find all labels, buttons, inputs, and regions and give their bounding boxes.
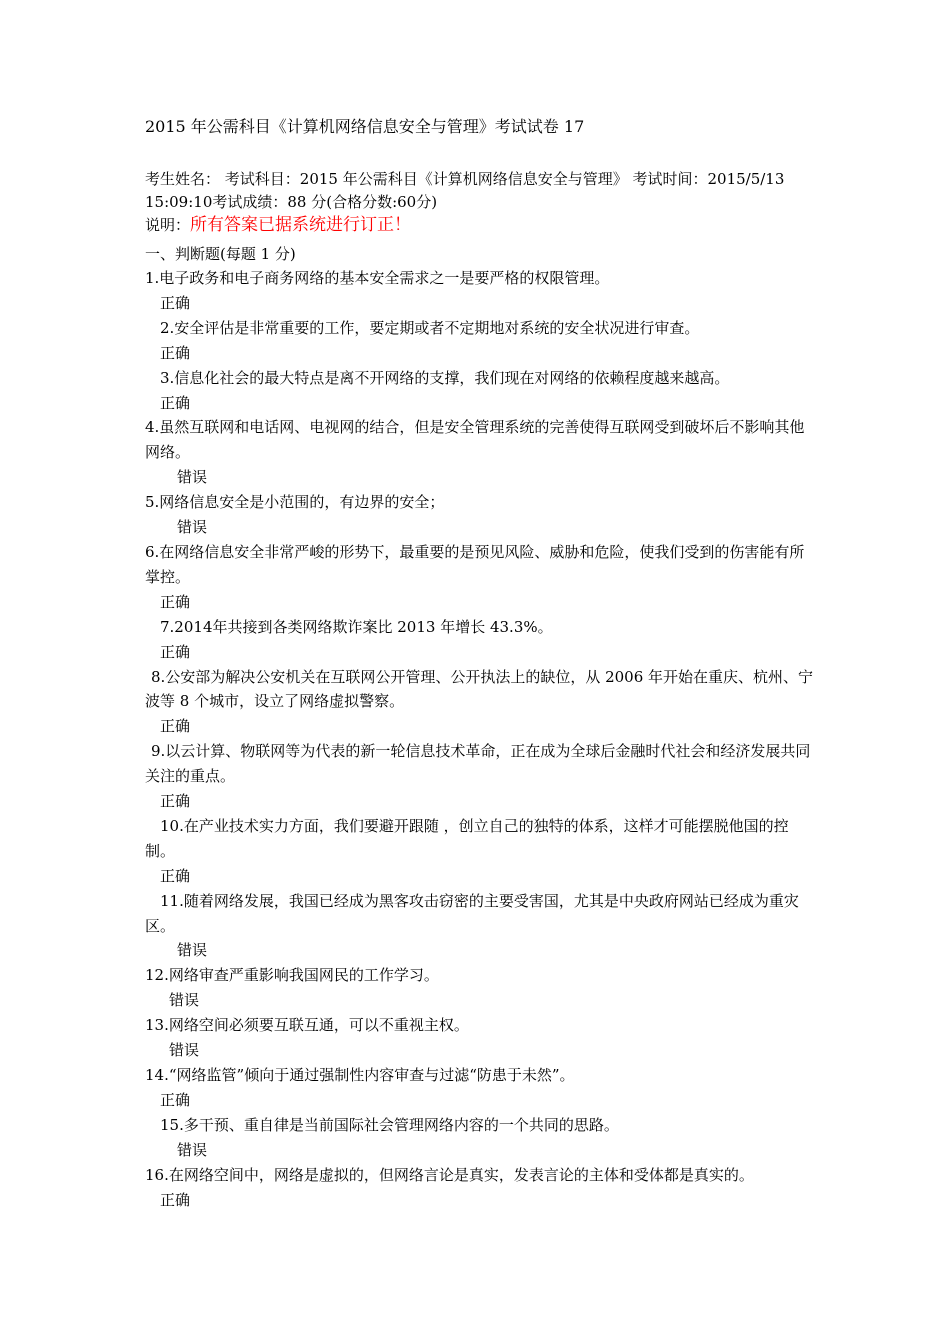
question-text: 4.虽然互联网和电话网、电视网的结合，但是安全管理系统的完善使得互联网受到破坏后不影响其他网络。 [145, 418, 805, 462]
question-answer: 正确 [160, 1090, 191, 1109]
question-item [145, 1063, 815, 1113]
question-text: 15.多干预、重自律是当前国际社会管理网络内容的一个共同的思路。 [160, 1115, 619, 1134]
question-item [145, 490, 815, 540]
question-answer: 错误 [169, 1041, 200, 1060]
question-answer: 正确 [160, 592, 191, 611]
question-text: 7.2014年共接到各类网络欺诈案比 2013 年增长 43.3%。 [160, 617, 553, 636]
question-answer: 正确 [160, 343, 191, 362]
question-item [145, 814, 815, 889]
question-text: 14.“网络监管”倾向于通过强制性内容审查与过滤“防患于未然”。 [145, 1066, 575, 1084]
question-item [145, 266, 815, 316]
question-item [145, 366, 815, 416]
question-answer: 正确 [160, 792, 191, 811]
question-item [145, 540, 815, 615]
question-item [145, 316, 815, 366]
question-text: 3.信息化社会的最大特点是离不开网络的支撑，我们现在对网络的依赖程度越来越高。 [160, 368, 730, 387]
note-label: 说明： [145, 216, 191, 234]
question-item [145, 415, 815, 490]
section-title: 一、判断题(每题 1 分) [145, 245, 296, 263]
question-answer: 错误 [169, 991, 200, 1010]
question-item [145, 665, 815, 740]
question-list [145, 266, 815, 1212]
question-item [145, 1163, 815, 1213]
question-text: 16.在网络空间中，网络是虚拟的，但网络言论是真实，发表言论的主体和受体都是真实的。 [145, 1165, 754, 1184]
note-text: 所有答案已据系统进行订正！ [190, 215, 412, 235]
question-item [145, 615, 815, 665]
question-answer: 错误 [177, 1140, 208, 1159]
question-item [145, 963, 815, 1013]
question-text: 10.在产业技术实力方面，我们要避开跟随 ，创立自己的独特的体系，这样才可能摆脱他国的控制。 [145, 816, 789, 860]
question-text: 8.公安部为解决公安机关在互联网公开管理、公开执法上的缺位，从 2006 年开始在重庆、杭州、宁波等 8 个城市，设立了网络虚拟警察。 [145, 667, 814, 711]
question-text: 6.在网络信息安全非常严峻的形势下，最重要的是预见风险、威胁和危险，使我们受到的伤害能有所掌控。 [145, 542, 805, 586]
question-answer: 错误 [177, 518, 208, 537]
question-item [145, 739, 815, 814]
exam-info [145, 168, 815, 237]
question-item [145, 1113, 815, 1163]
question-answer: 正确 [160, 1190, 191, 1209]
document-title: 2015 年公需科目《计算机网络信息安全与管理》考试试卷 17 [145, 117, 585, 136]
exam-note [145, 214, 815, 237]
question-text: 9.以云计算、物联网等为代表的新一轮信息技术革命，正在成为全球后金融时代社会和经济发展共同关注的重点。 [145, 742, 811, 786]
exam-info-line-1: 考生姓名： 考试科目：2015 年公需科目《计算机网络信息安全与管理》 考试时间：2015/5/13 [145, 170, 785, 188]
question-answer: 正确 [160, 866, 191, 885]
question-text: 13.网络空间必须要互联互通，可以不重视主权。 [145, 1016, 469, 1035]
question-answer: 正确 [160, 293, 191, 312]
question-answer: 错误 [177, 941, 208, 960]
question-text: 1.电子政务和电子商务网络的基本安全需求之一是要严格的权限管理。 [145, 269, 610, 287]
question-text: 11.随着网络发展，我国已经成为黑客攻击窃密的主要受害国，尤其是中央政府网站已经成为重灾区。 [145, 891, 799, 935]
exam-info-line-2: 15:09:10考试成绩：88 分(合格分数:60分) [145, 193, 438, 211]
question-text: 2.安全评估是非常重要的工作，要定期或者不定期地对系统的安全状况进行审查。 [160, 318, 700, 337]
question-answer: 正确 [160, 393, 191, 412]
question-text: 5.网络信息安全是小范围的，有边界的安全； [145, 493, 445, 512]
question-text: 12.网络审查严重影响我国网民的工作学习。 [145, 966, 439, 985]
question-answer: 正确 [160, 717, 191, 736]
question-answer: 错误 [177, 468, 208, 487]
question-item [145, 1013, 815, 1063]
question-answer: 正确 [160, 642, 191, 661]
question-item [145, 889, 815, 964]
